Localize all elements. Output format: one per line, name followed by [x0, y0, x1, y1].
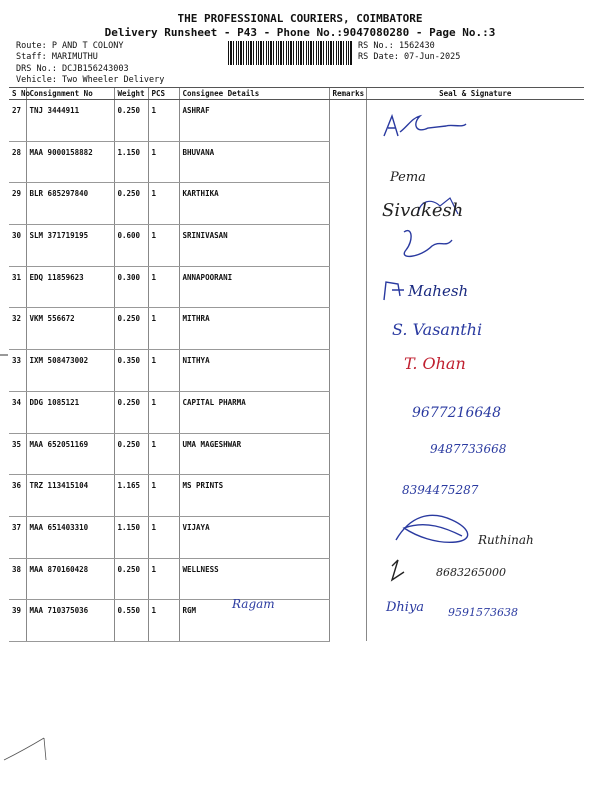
table-header-row	[9, 88, 584, 100]
sno-cell: 39	[9, 600, 26, 642]
pcs-cell: 1	[148, 350, 179, 392]
barcode	[228, 41, 352, 65]
consignee-cell: RGM	[179, 600, 329, 642]
signature-cell	[366, 350, 584, 392]
remarks-cell	[329, 141, 366, 183]
remarks-cell	[329, 558, 366, 600]
consignment-cell: MAA 651403310	[26, 516, 114, 558]
runsheet-table	[9, 87, 584, 642]
sno-cell: 35	[9, 433, 26, 475]
consignment-cell: TNJ 3444911	[26, 100, 114, 142]
remarks-cell	[329, 266, 366, 308]
handwriting-phone-38: 8683265000	[436, 566, 506, 579]
consignee-cell: ASHRAF	[179, 100, 329, 142]
signature-cell	[366, 516, 584, 558]
consignee-cell: UMA MAGESHWAR	[179, 433, 329, 475]
consignment-cell: MAA 710375036	[26, 600, 114, 642]
sno-cell: 34	[9, 391, 26, 433]
consignee-cell: VIJAYA	[179, 516, 329, 558]
weight-cell: 0.250	[114, 100, 148, 142]
consignee-cell: NITHYA	[179, 350, 329, 392]
route-text: Route: P AND T COLONY	[16, 41, 124, 51]
remarks-cell	[329, 391, 366, 433]
consignment-cell: IXM 508473002	[26, 350, 114, 392]
table-row	[9, 141, 584, 183]
handwriting-phone-39: 9591573638	[448, 606, 518, 619]
consignee-cell: KARTHIKA	[179, 183, 329, 225]
col-pcs: PCS	[148, 88, 179, 100]
weight-cell: 0.600	[114, 225, 148, 267]
remarks-cell	[329, 433, 366, 475]
consignee-cell: BHUVANA	[179, 141, 329, 183]
weight-cell: 1.150	[114, 141, 148, 183]
table-row	[9, 100, 584, 142]
table-row	[9, 350, 584, 392]
sno-cell: 33	[9, 350, 26, 392]
col-remarks: Remarks	[329, 88, 366, 100]
handwriting-phone-35: 9487733668	[430, 442, 507, 456]
weight-cell: 0.250	[114, 391, 148, 433]
rs-date: RS Date: 07-Jun-2025	[358, 52, 461, 62]
table-row	[9, 266, 584, 308]
consignee-cell: CAPITAL PHARMA	[179, 391, 329, 433]
remarks-cell	[329, 183, 366, 225]
weight-cell: 0.350	[114, 350, 148, 392]
consignment-cell: MAA 9000158882	[26, 141, 114, 183]
pcs-cell: 1	[148, 558, 179, 600]
handwriting-svasanthi: S. Vasanthi	[392, 320, 483, 339]
remarks-cell	[329, 308, 366, 350]
weight-cell: 1.150	[114, 516, 148, 558]
col-consignee: Consignee Details	[179, 88, 329, 100]
col-sno: S No	[9, 88, 26, 100]
sno-cell: 29	[9, 183, 26, 225]
signature-cell	[366, 225, 584, 267]
consignee-cell: SRINIVASAN	[179, 225, 329, 267]
pcs-cell: 1	[148, 225, 179, 267]
remarks-cell	[329, 600, 366, 642]
handwriting-phone-34: 9677216648	[412, 405, 502, 421]
vehicle-text: Vehicle: Two Wheeler Delivery	[16, 75, 165, 85]
consignment-cell: VKM 556672	[26, 308, 114, 350]
sno-cell: 38	[9, 558, 26, 600]
stray-pen-mark	[4, 738, 46, 760]
remarks-cell	[329, 350, 366, 392]
pcs-cell: 1	[148, 183, 179, 225]
table-row	[9, 475, 584, 517]
consignment-cell: BLR 685297840	[26, 183, 114, 225]
pcs-cell: 1	[148, 308, 179, 350]
pcs-cell: 1	[148, 141, 179, 183]
pcs-cell: 1	[148, 600, 179, 642]
sno-cell: 27	[9, 100, 26, 142]
handwriting-sivakesh: Sivakesh	[382, 200, 464, 221]
signature-cell	[366, 100, 584, 142]
consignment-cell: TRZ 113415104	[26, 475, 114, 517]
remarks-cell	[329, 100, 366, 142]
signature-cell	[366, 266, 584, 308]
sno-cell: 30	[9, 225, 26, 267]
consignee-cell: WELLNESS	[179, 558, 329, 600]
handwriting-pema: Pema	[390, 170, 426, 185]
weight-cell: 1.165	[114, 475, 148, 517]
consignment-cell: SLM 371719195	[26, 225, 114, 267]
consignment-cell: MAA 870160428	[26, 558, 114, 600]
sno-cell: 28	[9, 141, 26, 183]
sno-cell: 37	[9, 516, 26, 558]
weight-cell: 0.300	[114, 266, 148, 308]
handwriting-ragam: Ragam	[232, 597, 275, 611]
weight-cell: 0.550	[114, 600, 148, 642]
handwriting-mahesh: Mahesh	[408, 282, 469, 300]
handwriting-ruthinah: Ruthinah	[478, 533, 534, 547]
table-row	[9, 183, 584, 225]
pcs-cell: 1	[148, 391, 179, 433]
staff-text: Staff: MARIMUTHU	[16, 52, 98, 62]
table-row	[9, 308, 584, 350]
pcs-cell: 1	[148, 266, 179, 308]
consignment-cell: EDQ 11859623	[26, 266, 114, 308]
weight-cell: 0.250	[114, 183, 148, 225]
remarks-cell	[329, 475, 366, 517]
col-signature: Seal & Signature	[366, 88, 584, 100]
pcs-cell: 1	[148, 475, 179, 517]
weight-cell: 0.250	[114, 308, 148, 350]
pcs-cell: 1	[148, 100, 179, 142]
consignee-cell: MS PRINTS	[179, 475, 329, 517]
weight-cell: 0.250	[114, 558, 148, 600]
remarks-cell	[329, 225, 366, 267]
handwriting-tohan: T. Ohan	[404, 354, 466, 373]
runsheet-subtitle: Delivery Runsheet - P43 - Phone No.:9047080280 - Page No.:3	[104, 26, 496, 39]
rs-number: RS No.: 1562430	[358, 41, 435, 51]
col-weight: Weight	[114, 88, 148, 100]
consignment-cell: MAA 652051169	[26, 433, 114, 475]
company-title: THE PROFESSIONAL COURIERS, COIMBATORE	[177, 12, 423, 25]
pcs-cell: 1	[148, 516, 179, 558]
col-consignment: Consignment No	[26, 88, 114, 100]
handwriting-phone-36: 8394475287	[402, 483, 479, 497]
sno-cell: 36	[9, 475, 26, 517]
remarks-cell	[329, 516, 366, 558]
consignment-cell: DDG 1085121	[26, 391, 114, 433]
handwriting-dhiya: Dhiya	[386, 600, 425, 615]
sno-cell: 31	[9, 266, 26, 308]
pcs-cell: 1	[148, 433, 179, 475]
consignee-cell: MITHRA	[179, 308, 329, 350]
weight-cell: 0.250	[114, 433, 148, 475]
consignee-cell: ANNAPOORANI	[179, 266, 329, 308]
drs-number: DRS No.: DCJB156243003	[16, 64, 129, 74]
table-row	[9, 225, 584, 267]
sno-cell: 32	[9, 308, 26, 350]
